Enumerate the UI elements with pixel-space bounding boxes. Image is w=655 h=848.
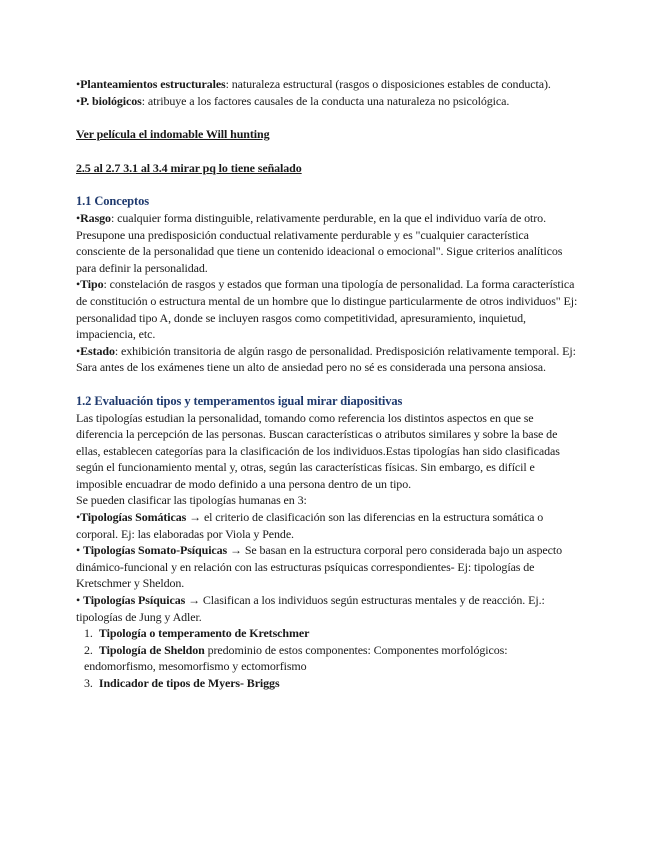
paragraph-clasificar: Se pueden clasificar las tipologías humanas en 3: — [76, 493, 307, 508]
term-estructurales: Planteamientos estructurales — [80, 77, 226, 91]
list-number: 1. — [84, 626, 93, 641]
text-estado: : exhibición transitoria de algún rasgo de personalidad. Predisposición relativamente temporal. Ej: Sara antes de los exámenes tiene un alto de ansiedad pero no sé es considerada una persona ansiosa. — [76, 343, 576, 375]
section-heading-1-1: 1.1 Conceptos — [76, 194, 150, 209]
paragraph-somatopsiquicas: • Tipologías Somato-Psíquicas → Se basan en la estructura corporal pero considerada bajo un aspecto dinámico-funcional y en relación con las estructuras psíquicas correspondientes- Ej: tipologías de Kretschmer y Sheldon. — [76, 543, 562, 591]
paragraph-somaticas: •Tipologías Somáticas → el criterio de clasificación son las diferencias en la estructura somática o corporal. Ej: las elaboradas por Viola y Pende. — [76, 510, 544, 541]
paragraph-tipologias: Las tipologías estudian la personalidad, tomando como referencia los distintos aspectos en que se diferencia la percepción de las personas. Buscan características o atributos similares y sobre la base de ellas, establecen categorías para la clasificación de los individuos.Estas tipologías han sido clasificadas según el funcionamiento mental y, otras, según las características físicas. Sin embargo, es difícil e imposible encuadrar de modo definido a una persona dentro de un tipo. — [76, 410, 560, 491]
section-heading-1-2: 1.2 Evaluación tipos y temperamentos igual mirar diapositivas — [76, 393, 403, 408]
list-item — [76, 642, 581, 675]
term-psiquicas: Tipologías Psíquicas — [83, 593, 186, 608]
paragraph-psiquicas: • Tipologías Psíquicas → Clasifican a los individuos según estructuras mentales y de reacción. Ej.: tipologías de Jung y Adler. — [76, 593, 545, 624]
term-somatopsiquicas: Tipologías Somato-Psíquicas — [83, 543, 228, 558]
text-tipo: : constelación de rasgos y estados que forman una tipología de personalidad. La forma característica de constitución o estructura mental de un hombre que lo distingue particularmente de otros individuos" Ej: personalidad tipo A, donde se incluyen rasgos como competitividad, apresuramiento, inquietud, impaciencia, etc. — [76, 277, 578, 342]
text-somatopsiquicas: → Se basan en la estructura corporal pero considerada bajo un aspecto dinámico-funcional y en relación con las estructuras psíquicas correspondientes- Ej: tipologías de Kretschmer y Sheldon. — [76, 543, 562, 591]
paragraph-estructurales: •Planteamientos estructurales: naturaleza estructural (rasgos o disposiciones estables de conducta). — [76, 77, 551, 91]
list-term: Tipología de Sheldon — [98, 642, 205, 657]
list-term: Tipología o temperamento de Kretschmer — [98, 626, 310, 641]
text-psiquicas: → Clasifican a los individuos según estructuras mentales y de reacción. Ej.: tipologías de Jung y Adler. — [76, 593, 545, 624]
list-item — [76, 625, 581, 642]
list-number: 2. — [84, 642, 93, 657]
text-rasgo: : cualquier forma distinguible, relativamente perdurable, en la que el individuo varía de otro. — [110, 210, 546, 225]
term-estado: Estado — [80, 343, 115, 358]
term-tipo: Tipo — [80, 277, 104, 292]
list-term: Indicador de tipos de Myers- Briggs — [98, 676, 280, 690]
note-movie: Ver película el indomable Will hunting — [76, 127, 270, 142]
paragraph-rasgo: •Rasgo: cualquier forma distinguible, relativamente perdurable, en la que el individuo varía de otro. — [76, 210, 546, 225]
list-item — [76, 675, 581, 692]
document-body — [76, 76, 581, 692]
text-somaticas: → el criterio de clasificación son las diferencias en la estructura somática o corporal. Ej: las elaboradas por Viola y Pende. — [76, 510, 544, 541]
paragraph-estado: •Estado: exhibición transitoria de algún rasgo de personalidad. Predisposición relativamente temporal. Ej: Sara antes de los exámenes tiene un alto de ansiedad pero no sé es considerada una persona ansiosa. — [76, 343, 576, 375]
term-biologicos: P. biológicos — [80, 93, 142, 108]
numbered-list — [76, 625, 581, 691]
list-text: predominio de estos componentes: Componentes morfológicos: endomorfismo, mesomorfismo y ectomorfismo — [84, 642, 508, 674]
term-rasgo: Rasgo — [80, 210, 111, 225]
term-somaticas: Tipologías Somáticas — [80, 510, 187, 525]
paragraph-tipo: •Tipo: constelación de rasgos y estados que forman una tipología de personalidad. La forma característica de constitución o estructura mental de un hombre que lo distingue particularmente de otros individuos" Ej: personalidad tipo A, donde se incluyen rasgos como competitividad, apresuramiento, inquietud, impaciencia, etc. — [76, 277, 578, 342]
text-estructurales: : naturaleza estructural (rasgos o disposiciones estables de conducta). — [225, 77, 551, 91]
paragraph-biologicos: •P. biológicos: atribuye a los factores causales de la conducta una naturaleza no psicológica. — [76, 93, 510, 108]
note-sections: 2.5 al 2.7 3.1 al 3.4 mirar pq lo tiene señalado — [76, 160, 302, 175]
text-biologicos: : atribuye a los factores causales de la conducta una naturaleza no psicológica. — [141, 93, 510, 108]
paragraph-rasgo-2: Presupone una predisposición conductual relativamente perdurable y es "cualquier característica consciente de la personalidad que tiene un contenido ideacional o emocional". Sigue criterios analíticos para definir la personalidad. — [76, 227, 563, 275]
list-number: 3. — [84, 676, 93, 690]
